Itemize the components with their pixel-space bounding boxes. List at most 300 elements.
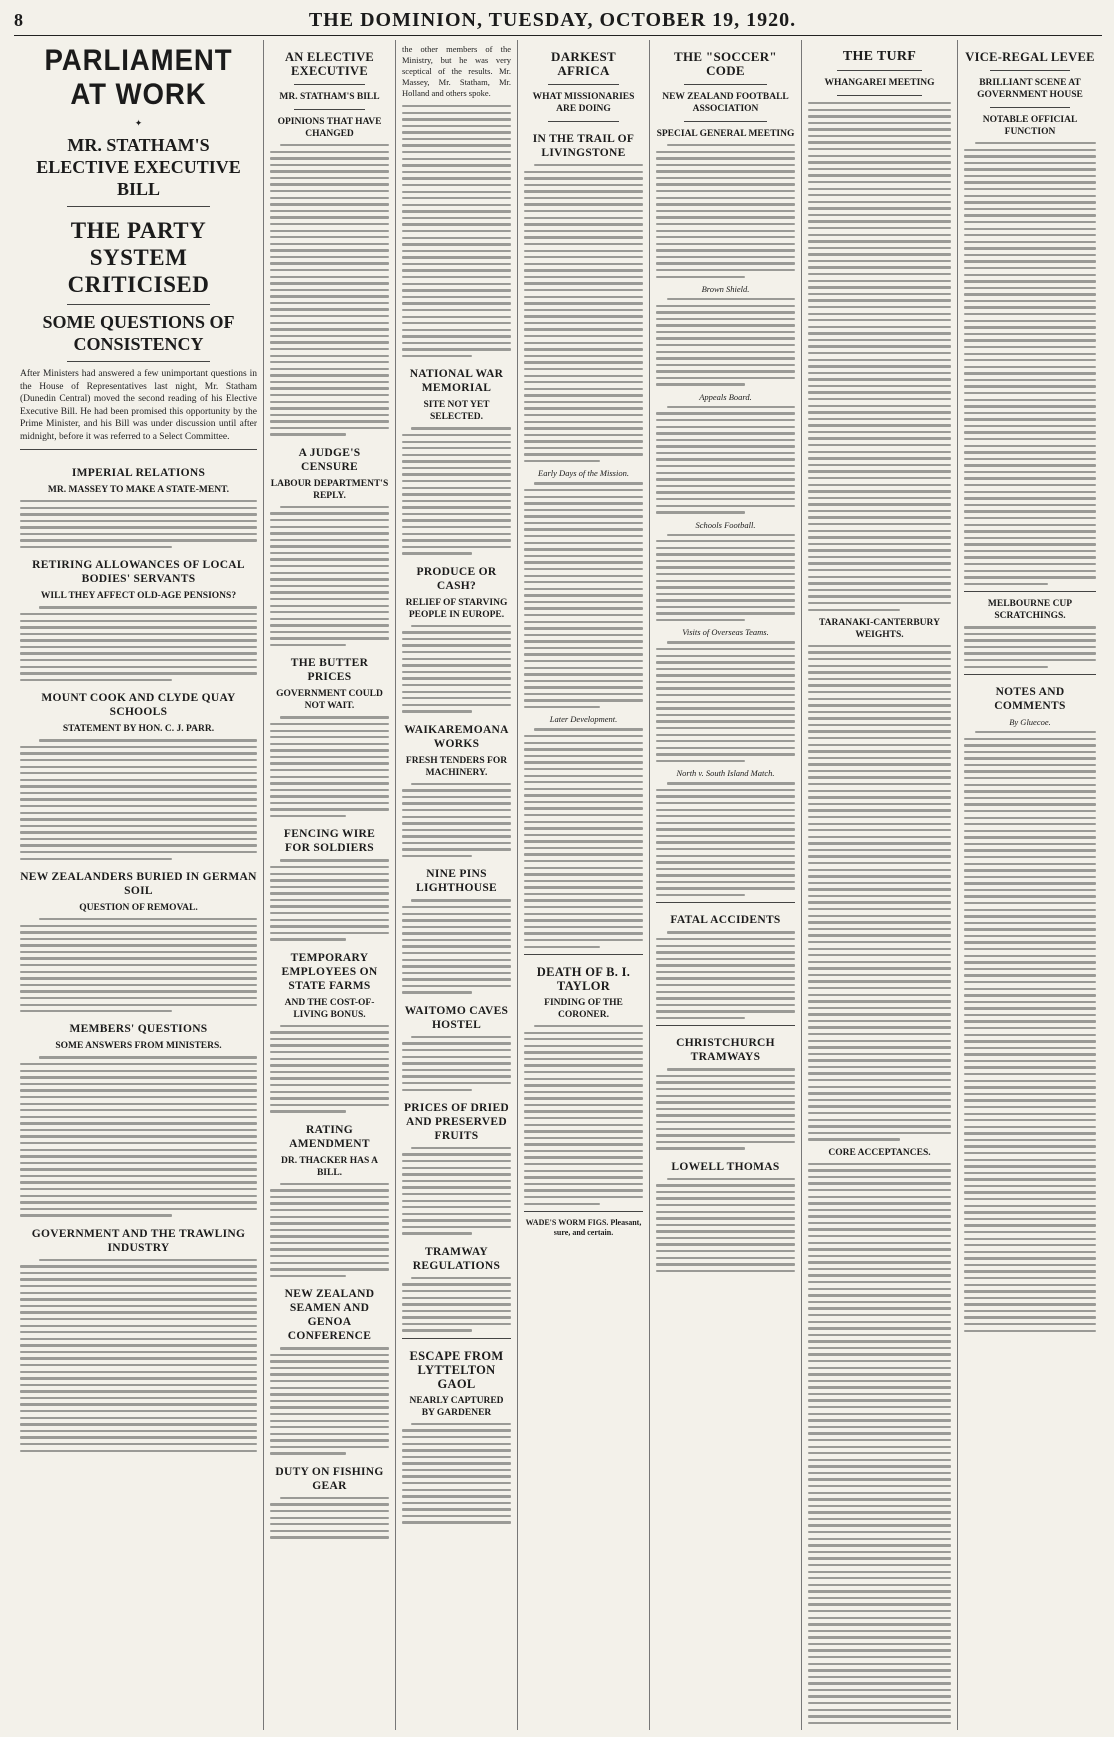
text-line [270,1373,389,1375]
text-line [20,805,257,807]
text-line [656,243,795,245]
text-line [808,980,951,982]
continued-paragraph: the other members of the Ministry, but he was very sceptical of the results. Mr. Massey, Mr. Statham, Mr. Holland and others spoke. [402,44,511,98]
text-line [964,988,1096,990]
text-line [808,155,951,157]
text-line [964,1080,1096,1082]
text-line [270,1387,389,1389]
text-line [20,951,257,953]
text-line [39,739,257,741]
text-line [524,913,643,915]
text-line [402,816,511,818]
text-line [808,1419,951,1421]
text-line [656,1017,745,1019]
text-line [280,506,389,508]
text-line [402,355,472,357]
text-line [808,1007,951,1009]
text-line [656,465,795,467]
text-line [402,441,511,443]
text-line [964,484,1096,486]
text-line [808,1209,951,1211]
text-line [808,1367,951,1369]
text-line [964,1244,1096,1246]
text-line [402,204,511,206]
text-line [808,609,900,611]
text-line [667,1068,795,1070]
text-line [808,1013,951,1015]
text-line [270,256,389,258]
text-line [808,1099,951,1101]
text-line [270,433,346,435]
divider [990,107,1069,108]
text-line [402,289,511,291]
text-line [402,230,511,232]
text-line [964,1316,1096,1318]
text-line [402,1443,511,1445]
text-line [402,1475,511,1477]
text-line [20,766,257,768]
headline-special-meeting: SPECIAL GENERAL MEETING [656,129,795,139]
text-line [808,1682,951,1684]
text-line [20,613,257,615]
text-line [808,737,951,739]
text-line [524,355,643,357]
text-line [656,795,795,797]
text-line [524,1124,643,1126]
text-line [964,1323,1096,1325]
text-line [524,667,643,669]
text-line [808,135,951,137]
text-line [402,848,511,850]
text-line [964,274,1096,276]
text-line [656,566,795,568]
text-line [270,769,389,771]
text-line [20,1103,257,1105]
text-line [656,190,795,192]
text-line [808,352,951,354]
text-line [524,588,643,590]
text-line [964,1198,1096,1200]
text-line [964,935,1096,937]
text-line [270,1058,389,1060]
text-line [20,858,172,860]
text-line [270,1196,389,1198]
text-line [270,1071,389,1073]
text-line [20,1436,257,1438]
text-line [656,580,795,582]
text-line [808,1709,951,1711]
text-line [20,1010,172,1012]
column-turf [802,40,958,1730]
text-line [808,1544,951,1546]
text-line [964,175,1096,177]
text-line [402,243,511,245]
text-line [808,293,951,295]
text-line [656,861,795,863]
text-line [402,1049,511,1051]
text-line [808,855,951,857]
text-line [20,1384,257,1386]
text-line [808,967,951,969]
text-line [402,454,511,456]
text-line [656,881,795,883]
text-line [808,240,951,242]
text-line [270,1038,389,1040]
text-line [964,1303,1096,1305]
divider [684,84,767,85]
text-line [656,262,795,264]
text-line [808,941,951,943]
divider [524,1211,643,1212]
text-line [524,699,643,701]
text-line [808,816,951,818]
text-line [524,1156,643,1158]
divider [524,954,643,955]
text-line [964,1060,1096,1062]
text-line [656,586,795,588]
text-line [656,815,795,817]
section-melbourne-cup: MELBOURNE CUP SCRATCHINGS. [987,599,1073,622]
text-line [808,1702,951,1704]
divider [656,1025,795,1026]
text-line [524,735,643,737]
divider [548,84,619,85]
text-line [808,1452,951,1454]
text-line [402,631,511,633]
text-line [964,1310,1096,1312]
text-line [270,374,389,376]
text-line [808,181,951,183]
text-line [656,971,795,973]
text-line [656,977,795,979]
text-line [656,203,795,205]
text-line [20,1377,257,1379]
text-line [524,375,643,377]
text-line [656,701,795,703]
text-line [524,680,643,682]
text-line [808,1353,951,1355]
text-line [402,809,511,811]
text-line [402,144,511,146]
text-line [402,1082,511,1084]
text-line [964,412,1096,414]
text-line [808,477,951,479]
text-line [808,280,951,282]
text-line [20,659,257,661]
text-line [402,802,511,804]
section-retiring: RETIRING ALLOWANCES OF LOCAL BODIES' SERVANTS [32,559,245,586]
text-line [808,665,951,667]
text-line [964,353,1096,355]
text-line [964,1132,1096,1134]
section-imperial-dek: MR. MASSEY TO MAKE A STATE-MENT. [47,485,230,495]
text-line [524,1137,643,1139]
text-line [808,1281,951,1283]
text-line [270,912,389,914]
section-members-dek: SOME ANSWERS FROM MINISTERS. [55,1041,222,1052]
text-line [402,223,511,225]
text-line [270,1044,389,1046]
masthead [14,6,1102,36]
text-line [808,437,951,439]
text-line [270,644,346,646]
text-line [20,1004,257,1006]
text-line [402,835,511,837]
text-line [808,948,951,950]
text-line [524,447,643,449]
text-line [656,655,795,657]
text-line [808,1242,951,1244]
divider [67,206,209,207]
text-line [20,1292,257,1294]
text-line [964,149,1096,151]
text-line [656,511,745,513]
text-line [270,572,389,574]
text-line [524,807,643,809]
text-line [964,1277,1096,1279]
text-line [402,256,511,258]
text-line [808,776,951,778]
headline-livingstone: IN THE TRAIL OF LIVINGSTONE [532,133,635,159]
text-line [808,1334,951,1336]
text-line [270,512,389,514]
text-line [808,1656,951,1658]
text-line [964,1264,1096,1266]
text-line [808,589,951,591]
text-line [808,431,951,433]
text-line [270,269,389,271]
text-line [20,1318,257,1320]
text-line [656,1224,795,1226]
text-line [20,1208,257,1210]
text-line [270,749,389,751]
text-line [270,1216,389,1218]
text-line [402,1200,511,1202]
text-line [808,1347,951,1349]
text-line [20,1168,257,1170]
text-line [402,217,511,219]
text-line [964,563,1096,565]
text-line [964,234,1096,236]
text-line [964,1290,1096,1292]
text-line [964,195,1096,197]
text-line [270,394,389,396]
text-line [270,1268,389,1270]
text-line [524,748,643,750]
text-line [808,1689,951,1691]
text-line [534,482,643,484]
text-line [402,191,511,193]
text-line [270,1354,389,1356]
text-line [524,801,643,803]
text-line [402,829,511,831]
text-line [270,1400,389,1402]
text-line [975,142,1096,144]
lead-paragraph: After Ministers had answered a few unimportant questions in the House of Representatives last night, Mr. Statham (Dunedin Central) moved the second reading of his Elective Executive Bill. He had been promised this opportunity by the Prime Minister, and his Bill was under discussion until after midnight, before it was referred to a Select Committee. [20,369,257,442]
text-line [524,236,643,238]
section-tramways: CHRISTCHURCH TRAMWAYS [676,1037,775,1064]
text-line [270,1275,346,1277]
text-line [964,326,1096,328]
text-line [808,1125,951,1127]
text-line [402,697,511,699]
text-line [270,743,389,745]
text-line [808,823,951,825]
text-line [656,868,795,870]
text-line [402,1042,511,1044]
article-body [524,482,643,708]
text-line [270,243,389,245]
text-line [808,862,951,864]
text-line [524,414,643,416]
text-line [656,1088,795,1090]
text-line [20,1162,257,1164]
text-line [808,1399,951,1401]
text-line [524,453,643,455]
text-line [964,155,1096,157]
text-line [656,1263,795,1265]
text-line [964,333,1096,335]
text-line [964,1205,1096,1207]
text-line [402,972,511,974]
text-line [524,496,643,498]
article-body [656,534,795,622]
text-line [964,241,1096,243]
divider [684,121,767,122]
text-line [667,641,795,643]
text-line [524,873,643,875]
section-buried-dek: QUESTION OF REMOVAL. [79,902,198,913]
text-line [270,348,389,350]
text-line [20,971,257,973]
text-line [270,1051,389,1053]
text-line [808,1255,951,1257]
text-line [808,1000,951,1002]
text-line [656,498,795,500]
text-line [808,174,951,176]
text-line [656,183,795,185]
text-line [656,1128,795,1130]
text-line [808,1432,951,1434]
text-line [964,974,1096,976]
text-line [20,944,257,946]
text-line [808,1571,951,1573]
headline-vice-regal: VICE-REGAL LEVEE [965,50,1095,64]
text-line [808,1459,951,1461]
text-line [524,755,643,757]
text-line [964,823,1096,825]
text-line [656,1270,795,1272]
text-line [270,328,389,330]
text-line [656,1095,795,1097]
text-line [20,1305,257,1307]
text-line [402,467,511,469]
text-line [808,1564,951,1566]
text-line [964,830,1096,832]
text-line [20,1181,257,1183]
text-line [402,1489,511,1491]
text-line [964,491,1096,493]
text-line [270,1222,389,1224]
text-line [656,822,795,824]
text-line [402,1213,511,1215]
text-line [964,961,1096,963]
text-line [964,418,1096,420]
text-line [524,555,643,557]
text-line [270,886,389,888]
text-line [524,939,643,941]
text-line [524,594,643,596]
text-line [524,502,643,504]
text-line [808,711,951,713]
section-imperial: IMPERIAL RELATIONS [71,467,206,479]
text-line [964,267,1096,269]
text-line [270,782,389,784]
text-line [524,768,643,770]
text-line [524,781,643,783]
text-line [524,407,643,409]
text-line [20,798,257,800]
text-line [402,1290,511,1292]
text-line [20,1423,257,1425]
text-line [20,1076,257,1078]
text-line [524,814,643,816]
text-line [808,908,951,910]
divider [837,70,923,71]
text-line [808,1288,951,1290]
text-line [656,997,795,999]
text-line [964,576,1096,578]
text-line [964,770,1096,772]
text-line [808,391,951,393]
text-line [270,335,389,337]
text-line [20,1265,257,1267]
text-line [402,316,511,318]
text-line [808,188,951,190]
text-line [20,1338,257,1340]
text-line [964,425,1096,427]
text-line [524,342,643,344]
text-line [808,1577,951,1579]
text-line [524,601,643,603]
text-line [524,860,643,862]
text-line [411,1277,511,1279]
text-line [524,197,643,199]
text-line [20,1129,257,1131]
text-line [524,203,643,205]
text-line [808,1268,951,1270]
text-line [524,243,643,245]
text-line [656,1191,795,1193]
text-line [20,520,257,522]
text-line [656,887,795,889]
text-line [656,802,795,804]
text-line [964,928,1096,930]
text-line [270,230,389,232]
text-line [270,1510,389,1512]
text-line [808,1301,951,1303]
text-line [524,706,600,708]
text-line [808,717,951,719]
text-line [808,1663,951,1665]
text-line [270,1091,389,1093]
text-line [402,138,511,140]
article-body [656,1178,795,1272]
text-line [656,249,795,251]
text-line [964,556,1096,558]
section-produce: PRODUCE OR CASH? [416,565,497,592]
text-line [808,1465,951,1467]
